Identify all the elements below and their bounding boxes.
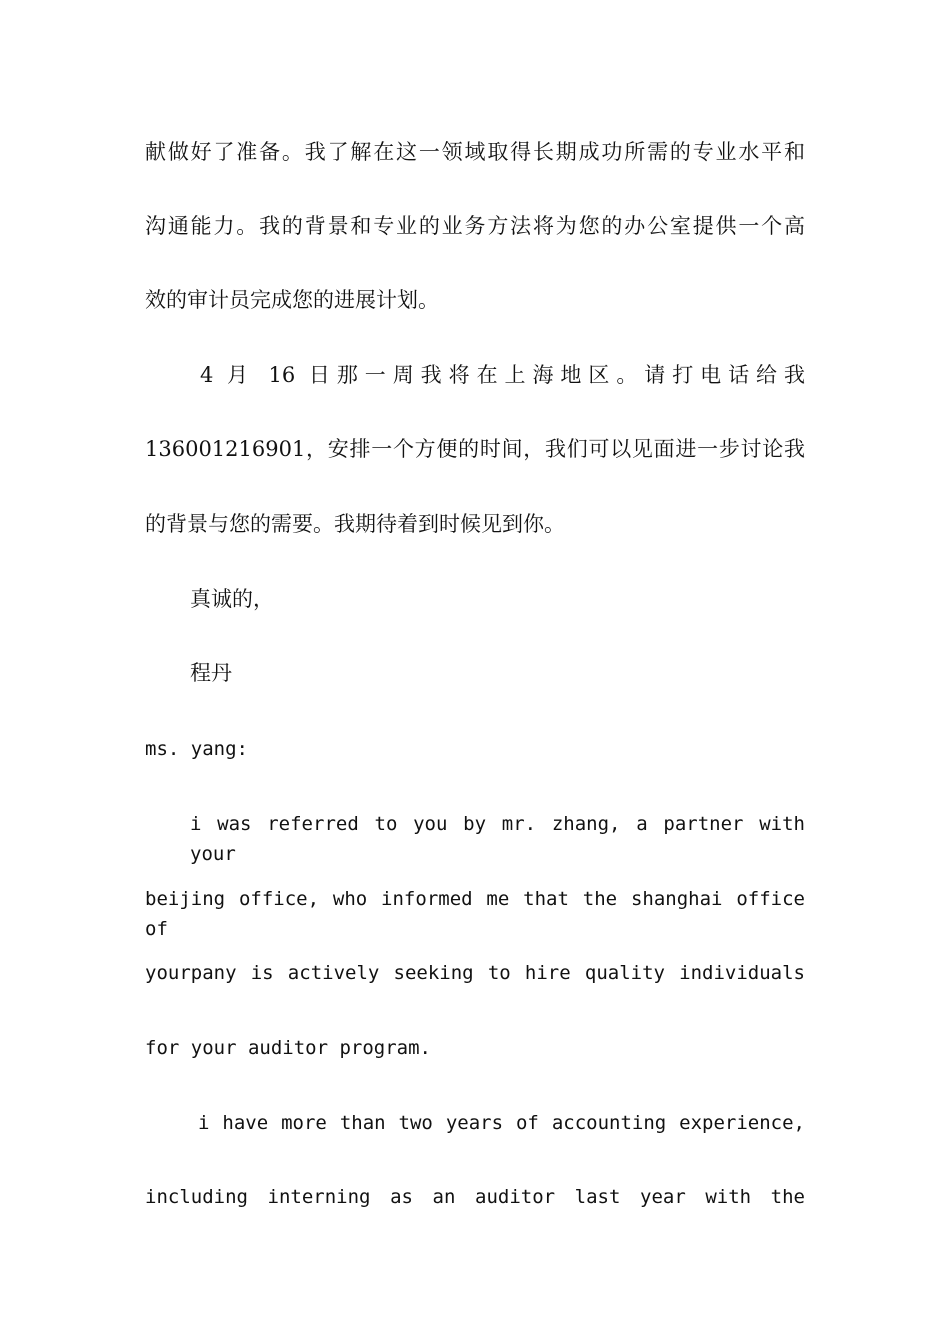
english-salutation: ms. yang: <box>145 738 248 760</box>
paragraph-line: including interning as an auditor last year with the <box>145 1186 805 1208</box>
paragraph-line: 献做好了准备。我了解在这一领域取得长期成功所需的专业水平和 <box>145 140 805 164</box>
paragraph-line: 的背景与您的需要。我期待着到时候见到你。 <box>145 512 565 536</box>
signature-name: 程丹 <box>190 661 232 685</box>
paragraph-line: i was referred to you by mr. zhang, a partner with your <box>190 813 805 865</box>
paragraph-line: 效的审计员完成您的进展计划。 <box>145 288 439 312</box>
paragraph-line: i have more than two years of accounting experience, <box>198 1112 805 1134</box>
paragraph-line: 136001216901，安排一个方便的时间，我们可以见面进一步讨论我 <box>145 437 805 461</box>
paragraph-line: yourpany is actively seeking to hire quality individuals <box>145 962 805 984</box>
closing-salutation: 真诚的， <box>190 587 274 611</box>
paragraph-line: beijing office, who informed me that the shanghai office of <box>145 888 805 940</box>
paragraph-line: for your auditor program. <box>145 1037 431 1059</box>
paragraph-line: 4 月 16 日那一周我将在上海地区。请打电话给我 <box>200 363 805 387</box>
paragraph-line: 沟通能力。我的背景和专业的业务方法将为您的办公室提供一个高 <box>145 214 805 238</box>
